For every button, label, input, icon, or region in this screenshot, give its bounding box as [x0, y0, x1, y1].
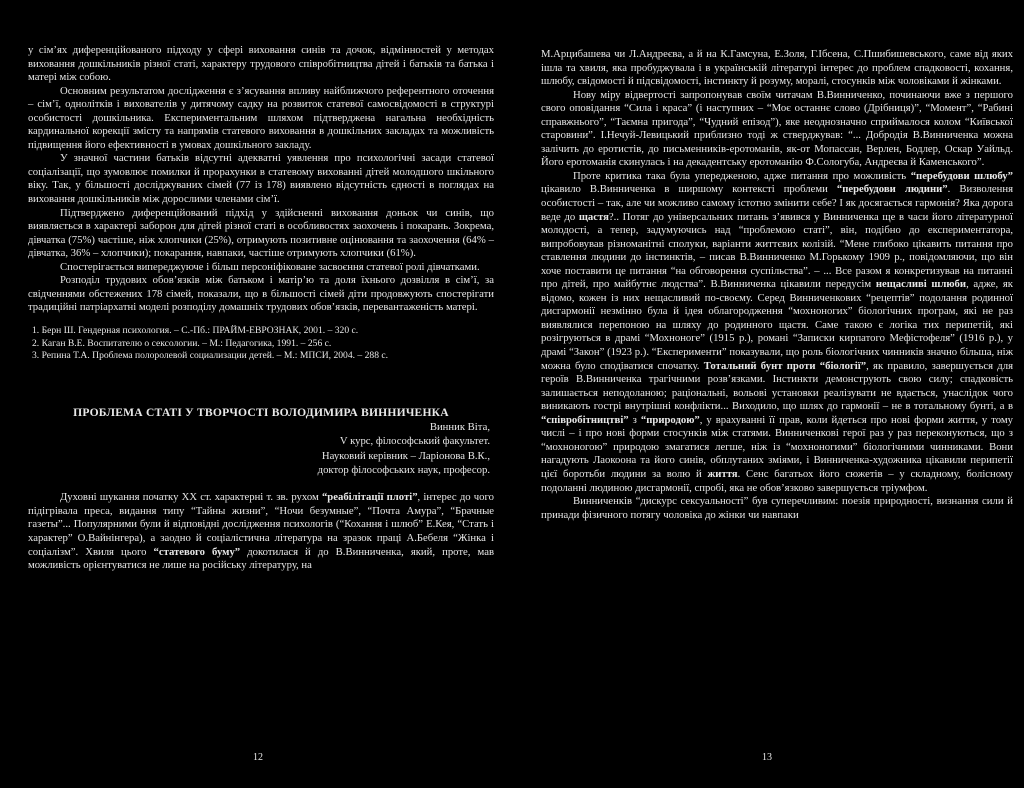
reference-item: 1. Берн Ш. Гендерная психология. – С.-Пб.: ПРАЙМ-ЕВРОЗНАК, 2001. – 320 с.	[32, 324, 359, 336]
emphasis: нещасливі шлюби	[875, 278, 967, 291]
paragraph	[28, 491, 494, 572]
paragraph	[541, 170, 1013, 495]
paragraph: у сім’ях диференційованого підходу у сфері виховання синів та дочок, відмінностей у методах виховання дошкільників різної статі, характеру трудового співробітництва дітей і батьків та батька і матері між собою.	[28, 44, 494, 84]
article-header	[28, 406, 494, 478]
author-byline	[28, 420, 494, 478]
emphasis: “перебудови шлюбу”	[910, 169, 1013, 182]
text-run: , у врахуванні її прав, коли йдеться про нові форми життя, у тому числі – і про нові форми стосунків між статями. Винниченкові герої раз у раз переконуються, що з “мохноногою” природою змагатися легше, ніж із “мохноногими” біологічними чинниками. Вони нагадують Лаокоона та його синів, обплутаних зміями, і Винниченка-художника цікавили перипетії цієї боротьби людини за волю й	[541, 413, 1014, 480]
text-run: , інтерес до чого підігрівала преса, видання типу “Тайны жизни”, “Ночи безумные”, “Почта Амура”, “Брачные газеты”... Популярними були й відповідні дослідження психологів (“Кохання і шлюб” Е.Кея, “Стать і характер” О.Вайнінгера), а заодно й соціалістична література на зразок праці А.Бебеля “Жінка і соціалізм”. Хвиля цього	[28, 491, 494, 558]
article-body	[28, 491, 494, 572]
page-number-right: 13	[762, 752, 772, 763]
author-name: Винник Віта,	[429, 420, 490, 433]
emphasis: “природою”	[640, 413, 700, 426]
text-run: докотилася й до В.Винниченка, який, проте, мав можливість орієнтуватися не лише на російську літературу, на	[28, 545, 494, 572]
left-page-text	[28, 44, 494, 315]
paragraph: Винниченків “дискурс сексуальності” був суперечливим: поезія природності, визнання сили й принади фізичного потягу чоловіка до жінки чи навпаки	[541, 495, 1013, 521]
text-run: з	[628, 413, 641, 426]
text-run: Духовні шукання початку ХХ ст. характерні т. зв. рухом	[60, 491, 322, 504]
supervisor-title: доктор філософських наук, професор.	[317, 463, 490, 476]
paragraph: У значної частини батьків відсутні адекватні уявлення про психологічні засади статевої соціалізації, що зумовлює помилки й прорахунки в статевому вихованні дітей молодшого шкільного віку. Так, у більшості досліджуваних сімей (77 із 178) виявлено відсутність єдності в поглядах на виховання дошкільників між дорослими членами сім’ї.	[28, 152, 494, 206]
paragraph: М.Арцибашева чи Л.Андреєва, а й на К.Гамсуна, Е.Золя, Г.Ібсена, С.Пшибишевського, саме від яких ішла та хвиля, яка пробуджувала і в українській літературі інтерес до проблем спадковості, кохання, шлюбу, свідомості й підсвідомості, інстинкту й розуму, моралі, стосунків між чоловіками й жінками.	[541, 48, 1013, 88]
article-title: ПРОБЛЕМА СТАТІ У ТВОРЧОСТІ ВОЛОДИМИРА ВИННИЧЕНКА	[73, 405, 449, 419]
paragraph: Основним результатом дослідження є з’ясування впливу найближчого референтного оточення – сім’ї, однолітків і вихователів у дитячому садку на розвиток статевої самосвідомості в структурі особистості дошкільника. Експериментальним шляхом підтверджена нагальна необхідність кардинальної корекції змісту та напрямів статевого виховання в дошкільних закладах та можливість підвищення його ефективності в умовах дошкільного закладу.	[28, 84, 494, 151]
page-number-left: 12	[253, 752, 263, 763]
text-run: цікавило В.Винниченка в ширшому контексті проблеми	[541, 183, 837, 196]
emphasis: Тотальний бунт проти “біології”	[703, 359, 867, 372]
supervisor: Науковий керівник – Ларіонова В.К.,	[321, 449, 490, 462]
text-run: , як правило, завершується для героїв В.Винниченка трагічними розв’язками. Інстинкти демонструють свою силу; спадковість залишається неподоланою; раціональні, вольові установки реалізувати не вдається, унаслідок чого виникають гострі внутрішні конфлікти... Виходило, що шлях до гармонії – не в тотальному бунті, а в	[541, 359, 1013, 413]
reference-item: 2. Каган В.Е. Воспитателю о сексологии. – М.: Педагогика, 1991. – 256 с.	[32, 337, 332, 349]
right-page	[541, 48, 1013, 522]
text-run: . Сенс багатьох його сюжетів – у складному, болісному подоланні людиною дисгармонії, спробі, яка не обов’язково завершується тріумфом.	[541, 467, 1014, 494]
paragraph: Підтверджено диференційований підхід у здійсненні виховання доньок чи синів, що виявляється в характері заборон для дітей різної статі в особливостях заохочень і покарань. Зокрема, дівчатка (75%) частіше, ніж хлопчики (25%), отримують позитивне оцінювання та заохочення (64% – дівчатка, 36% – хлопчики); покарання, навпаки, частіше отримують хлопчики (61%).	[28, 206, 494, 260]
text-run: ?.. Потяг до універсальних питань з’явився у Винниченка ще в часи його літературної молодості, а тепер, задумуючись над “проблемою статі”, він, подібно до експериментатора, випробовував різноманітні сполуки, варіанти життєвих колізій. “Мене глибоко цікавить питання про ставлення людини до інстинктів, – писав В.Винниченко М.Горькому 1909 р., повідомляючи, що він хоче поставити це питання “на обговорення суспільства”. – ... Все разом я конкретизував на питанні про дітей, про майбутнє людства”. В.Винниченка цікавили передусім	[541, 210, 1013, 291]
text-run: . Визволення особистості – так, але чи можливо самому істотно змінити себе? І як досягається гармонія? Яка дорога веде до	[541, 183, 1013, 223]
text-run: Проте критика така була упередженою, адже питання про можливість	[573, 169, 911, 182]
text-run: , адже, як відомо, кожен із них нещасливий по-своєму. Серед Винниченкових “рецептів” подолання родинної дисгармонії незмінно була й ідея облагородження “мохноногих” біологічних програм, які не раз виявлялися перепоною на шляху до родинного щастя. Саме такою є логіка тих перипетій, які розігруються в драмі “Мохноноге” (1915 р.), романі “Записки кирпатого Мефістофеля” (1916 р.), у драмі “Закон” (1923 р.). “Експерименти” показували, що роль біологічних чинників значно більша, ніж можна було сподіватися спочатку.	[541, 278, 1013, 372]
emphasis: життя	[707, 467, 738, 480]
emphasis: щастя	[578, 210, 609, 223]
paragraph: Розподіл трудових обов’язків між батьком і матір’ю та доля їхнього дозвілля в сім’ї, за свідченнями обстежених 178 сімей, показали, що в більшості сімей діти продовжують спостерігати традиційні патріархатні моделі розподілу домашніх трудових обов’язків, перевантаженість матері.	[28, 274, 494, 314]
emphasis: “реабілітації плоті”	[321, 491, 418, 504]
emphasis: “співробітництві”	[541, 413, 629, 426]
reference-list	[28, 325, 494, 363]
right-page-text	[541, 48, 1013, 522]
left-page	[28, 44, 494, 573]
emphasis: “перебудови людини”	[836, 183, 948, 196]
reference-item: 3. Репина Т.А. Проблема полоролевой социализации детей. – М.: МПСИ, 2004. – 288 с.	[32, 350, 389, 362]
paragraph: Спостерігається випереджуюче і більш персоніфіковане засвоєння статевої ролі дівчатками.	[60, 260, 480, 273]
paragraph: Нову міру відвертості запропонував своїм читачам В.Винниченко, починаючи вже з першого свого оповідання “Сила і краса” (і наступних – “Моє останнє слово (Дрібниця)”, “Момент”, “Рабині справжнього”, “Таємна пригода”, “Чудний епізод”), яке неоднозначно сприймалося колом “Київської старовини”. І.Нечуй-Левицький приблизно тоді ж стверджував: “... Добродія В.Винниченка можна залічить до еротистів, до письменників-еротоманів, як-от Мопассан, Верлен, Бодлер, Оскар Уайльд. Його еротоманія скинулась і на декадентську еротоманію Ф.Сологуба, Андреєва й Каменського”.	[541, 88, 1013, 169]
emphasis: “статевого буму”	[153, 545, 241, 558]
author-affiliation: V курс, філософський факультет.	[339, 435, 490, 448]
